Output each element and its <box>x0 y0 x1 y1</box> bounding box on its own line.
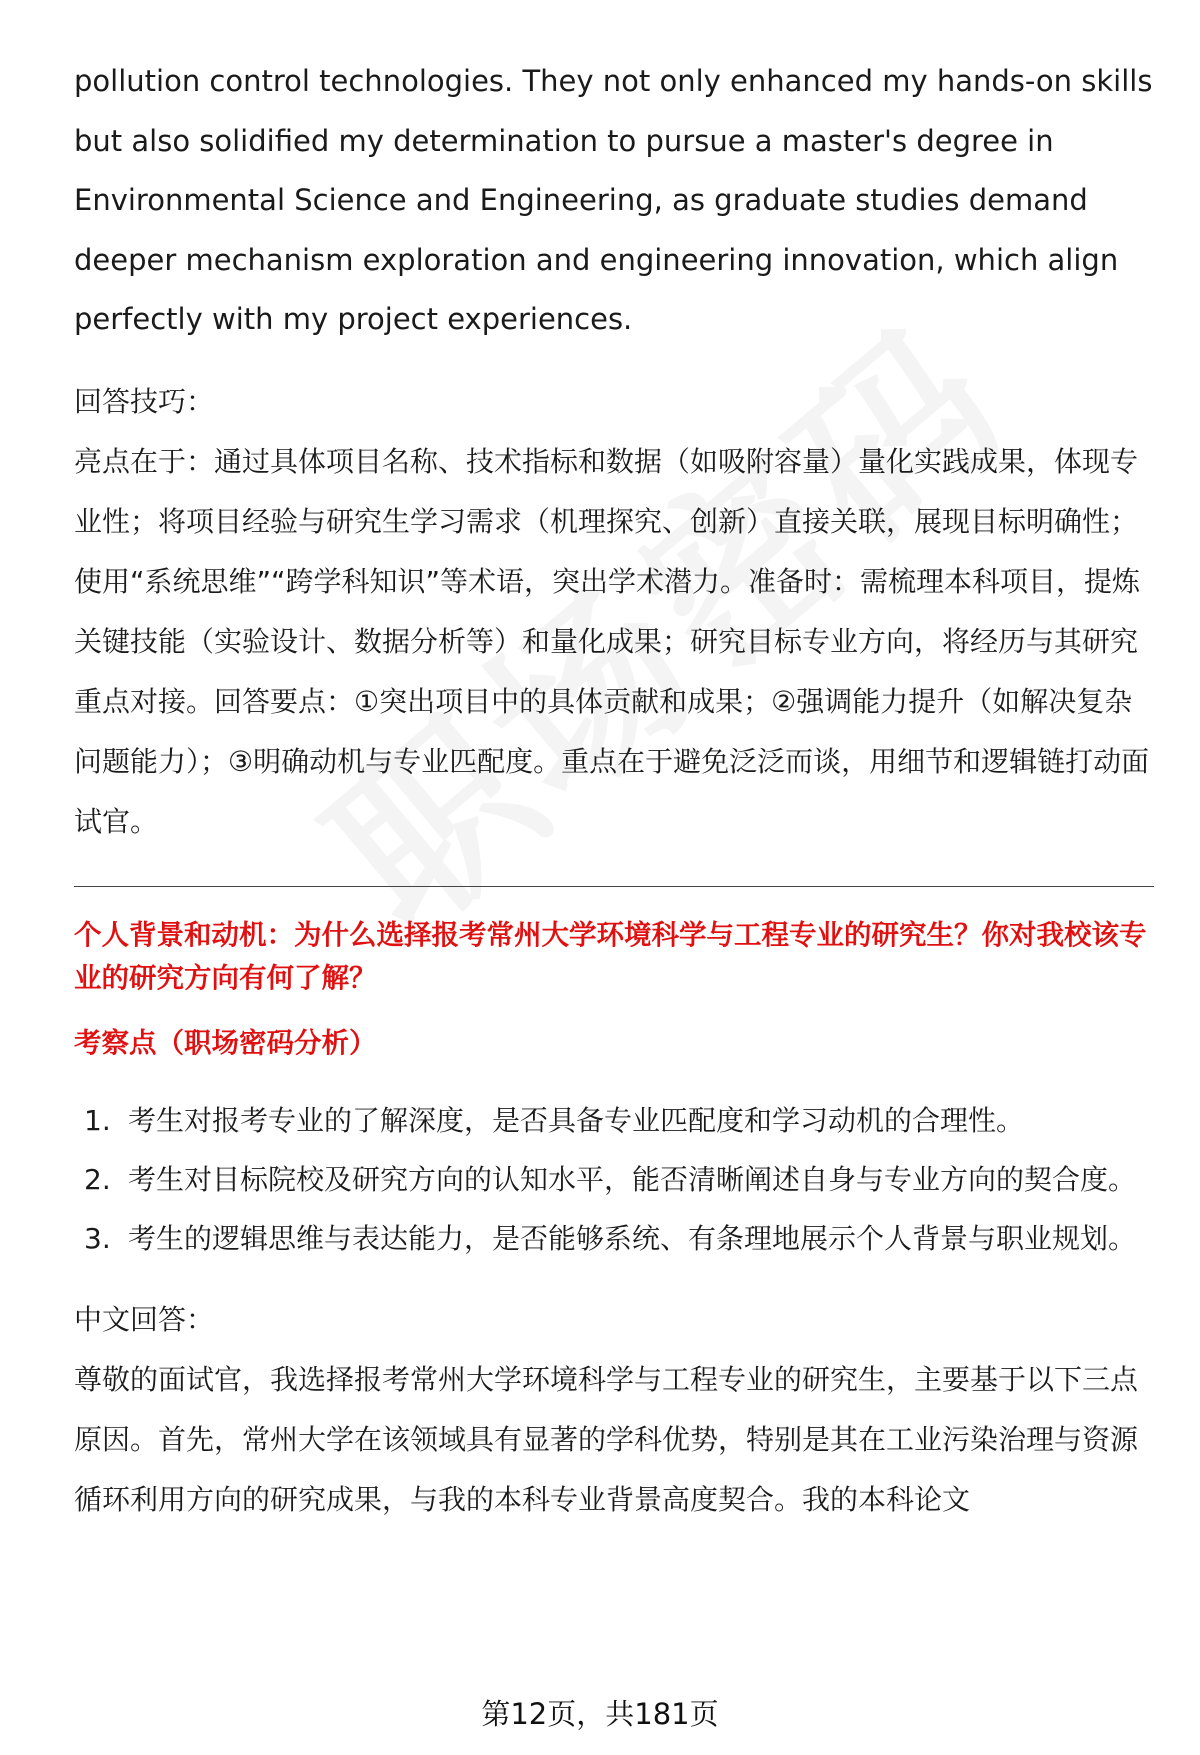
answer-label: 中文回答： <box>74 1302 215 1336</box>
focus-points-list <box>74 1091 1154 1268</box>
page-indicator: 第12页，共181页 <box>481 1697 719 1731</box>
list-item <box>74 1150 1154 1209</box>
list-item-text: 考生的逻辑思维与表达能力，是否能够系统、有条理地展示个人背景与职业规划。 <box>128 1221 1137 1255</box>
list-item-number: 1. <box>84 1103 111 1137</box>
tips-label: 回答技巧： <box>74 384 215 418</box>
list-item-text: 考生对目标院校及研究方向的认知水平，能否清晰阐述自身与专业方向的契合度。 <box>128 1162 1137 1196</box>
document-body <box>74 52 1154 1530</box>
list-item-text: 考生对报考专业的了解深度，是否具备专业匹配度和学习动机的合理性。 <box>128 1103 1025 1137</box>
question-title: 个人背景和动机：为什么选择报考常州大学环境科学与工程专业的研究生？你对我校该专业的研究方向有何了解？ <box>74 918 1147 994</box>
answer-text: 尊敬的面试官，我选择报考常州大学环境科学与工程专业的研究生，主要基于以下三点原因。首先，常州大学在该领域具有显著的学科优势，特别是其在工业污染治理与资源循环利用方向的研究成果，与我的本科专业背景高度契合。我的本科论文 <box>74 1362 1139 1516</box>
list-item <box>74 1209 1154 1268</box>
list-item-number: 2. <box>84 1162 111 1196</box>
list-item <box>74 1091 1154 1150</box>
tips-text: 亮点在于：通过具体项目名称、技术指标和数据（如吸附容量）量化实践成果，体现专业性；将项目经验与研究生学习需求（机理探究、创新）直接关联，展现目标明确性；使用“系统思维”“跨学科知识”等术语，突出学术潜力。准备时：需梳理本科项目，提炼关键技能（实验设计、数据分析等）和量化成果；研究目标专业方向，将经历与其研究重点对接。回答要点：①突出项目中的具体贡献和成果；②强调能力提升（如解决复杂问题能力）；③明确动机与专业匹配度。重点在于避免泛泛而谈，用细节和逻辑链打动面试官。 <box>74 444 1150 838</box>
english-answer-continuation: pollution control technologies. They not only enhanced my hands-on skills but also solidified my determination to pursue a master's degree in Environmental Science and Engineering, as graduate studies demand deeper mechanism exploration and engineering innovation, which align perfectly with my project experiences. <box>74 64 1153 336</box>
focus-heading: 考察点（职场密码分析） <box>74 1026 377 1059</box>
list-item-number: 3. <box>84 1221 111 1255</box>
